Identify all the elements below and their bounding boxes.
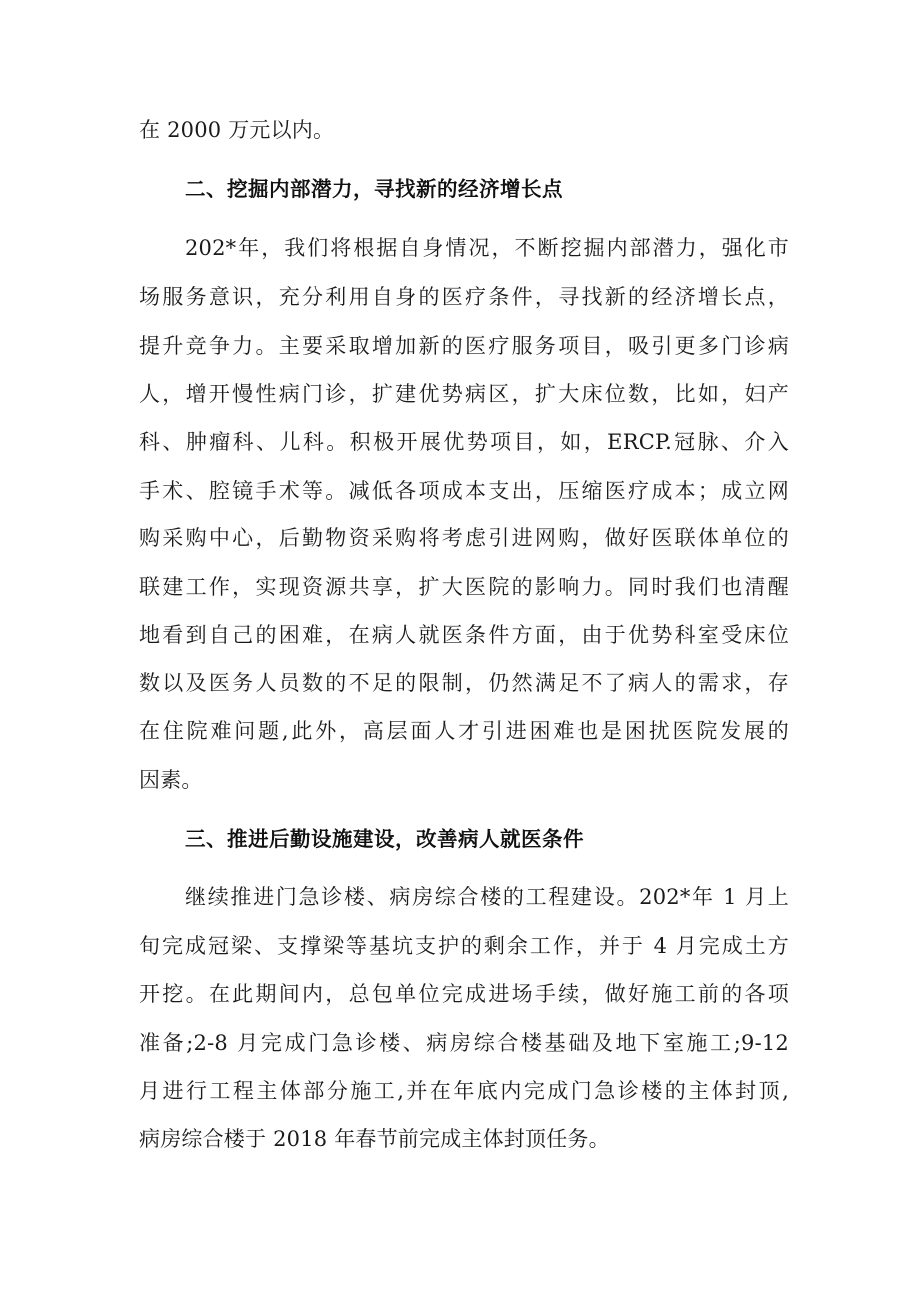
- paragraph-line: 因素。: [139, 768, 203, 792]
- paragraph-line: 在住院难问题,此外，高层面人才引进困难也是困扰医院发展的: [139, 719, 789, 743]
- paragraph-line: 联建工作，实现资源共享，扩大医院的影响力。同时我们也清醒: [139, 575, 789, 599]
- paragraph-line: 202*年，我们将根据自身情况，不断挖掘内部潜力，强化市: [185, 236, 789, 260]
- paragraph-line: 准备;2-8 月完成门急诊楼、病房综合楼基础及地下室施工;9-12: [139, 1031, 789, 1055]
- section-3-heading: 三、推进后勤设施建设，改善病人就医条件: [185, 827, 584, 851]
- paragraph-line: 继续推进门急诊楼、病房综合楼的工程建设。202*年 1 月上: [185, 885, 789, 909]
- paragraph-line: 地看到自己的困难，在病人就医条件方面，由于优势科室受床位: [139, 623, 789, 647]
- paragraph-line: 旬完成冠梁、支撑梁等基坑支护的剩余工作，并于 4 月完成土方: [139, 934, 789, 958]
- paragraph-line: 人，增开慢性病门诊，扩建优势病区，扩大床位数，比如，妇产: [139, 382, 789, 406]
- paragraph-line: 病房综合楼于 2018 年春节前完成主体封顶任务。: [139, 1127, 610, 1151]
- opening-line: 在 2000 万元以内。: [139, 118, 335, 142]
- paragraph-line: 手术、腔镜手术等。减低各项成本支出，压缩医疗成本；成立网: [139, 479, 789, 503]
- paragraph-line: 月进行工程主体部分施工,并在年底内完成门急诊楼的主体封顶,: [139, 1079, 789, 1103]
- paragraph-line: 场服务意识，充分利用自身的医疗条件，寻找新的经济增长点，: [139, 285, 789, 309]
- section-2-heading: 二、挖掘内部潜力，寻找新的经济增长点: [185, 177, 563, 201]
- paragraph-line: 购采购中心，后勤物资采购将考虑引进网购，做好医联体单位的: [139, 526, 789, 550]
- paragraph-line: 数以及医务人员数的不足的限制，仍然满足不了病人的需求，存: [139, 671, 789, 695]
- paragraph-line: 科、肿瘤科、儿科。积极开展优势项目，如，ERCP.冠脉、介入: [139, 430, 789, 454]
- paragraph-line: 开挖。在此期间内，总包单位完成进场手续，做好施工前的各项: [139, 982, 789, 1006]
- paragraph-line: 提升竞争力。主要采取增加新的医疗服务项目，吸引更多门诊病: [139, 334, 789, 358]
